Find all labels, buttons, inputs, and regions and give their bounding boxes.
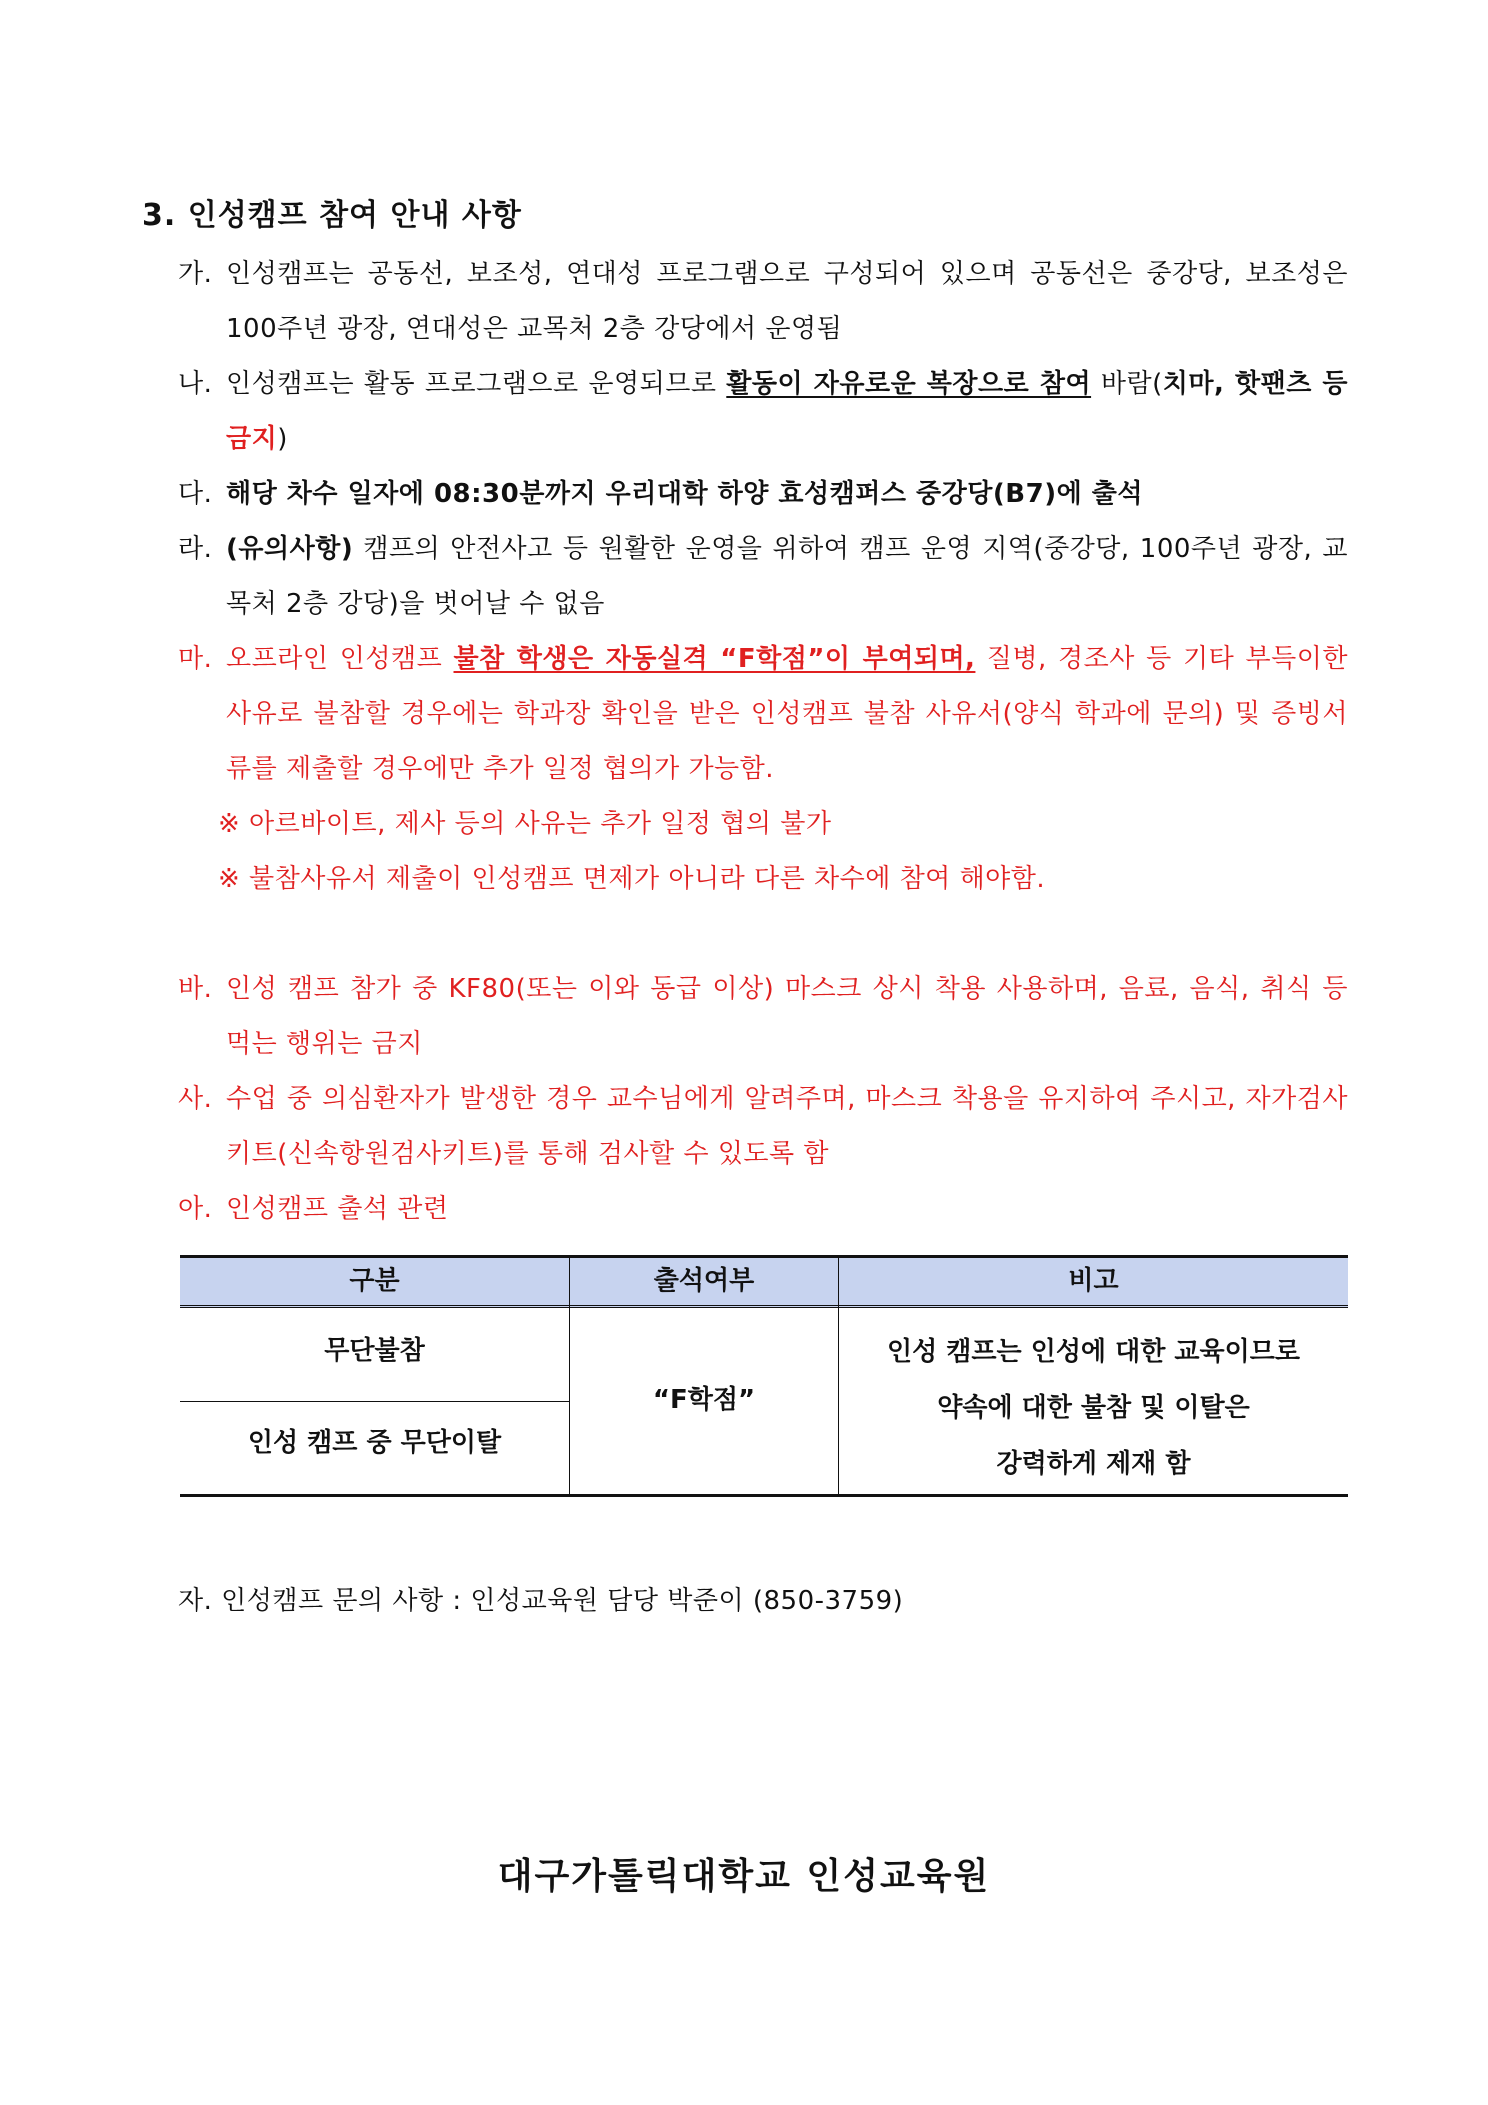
dress-code-emphasis: 활동이 자유로운 복장으로 참여: [726, 369, 1092, 399]
item-text: 인성캠프는 공동선, 보조성, 연대성 프로그램으로 구성되어 있으며 공동선은 중강당, 보조성은 100주년 광장, 연대성은 교목처 2층 강당에서 운영됨: [226, 259, 1348, 344]
item-marker: 아.: [178, 1194, 213, 1224]
row-unexcused-absence: 무단불참: [324, 1336, 425, 1366]
item-text: [226, 357, 1348, 467]
text-segment: 오프라인 인성캠프: [226, 644, 454, 674]
item-na: [178, 357, 1348, 467]
prohibited-label: 금지: [226, 424, 278, 454]
contact-info: 자. 인성캠프 문의 사항 : 인성교육원 담당 박준이 (850-3759): [178, 1586, 904, 1616]
row-divider: [180, 1401, 569, 1402]
header-remark: 비고: [1068, 1266, 1119, 1296]
item-marker: 나.: [178, 369, 213, 399]
item-marker: 마.: [178, 644, 213, 674]
remark-line: 인성 캠프는 인성에 대한 교육이므로: [887, 1337, 1300, 1367]
remark-line: 강력하게 제재 함: [996, 1449, 1191, 1479]
item-text: 인성 캠프 참가 중 KF80(또는 이와 동급 이상) 마스크 상시 착용 사용하며, 음료, 음식, 취식 등 먹는 행위는 금지: [226, 974, 1348, 1059]
remark-cell: [839, 1324, 1348, 1492]
table-header: [180, 1258, 1348, 1308]
item-sa: [178, 1072, 1348, 1182]
item-ga: [178, 247, 1348, 357]
section-heading: 3. 인성캠프 참여 안내 사항: [142, 198, 522, 233]
remark-line: 약속에 대한 불참 및 이탈은: [937, 1393, 1250, 1423]
attendance-value: “F학점”: [652, 1385, 756, 1415]
attendance-table: [180, 1255, 1348, 1497]
item-text: 수업 중 의심환자가 발생한 경우 교수님에게 알려주며, 마스크 착용을 유지하여 주시고, 자가검사키트(신속항원검사키트)를 통해 검사할 수 있도록 함: [226, 1084, 1348, 1169]
caution-label: (유의사항): [226, 534, 354, 564]
item-da: [178, 467, 1348, 522]
text-segment: 질병, 경조사 등 기타 부득이한 사유로 불참할 경우에는 학과장 확인을 받은 인성캠프 불참 사유서(양식 학과에 문의) 및 증빙서류를 제출할 경우에만 추가 일정 협의가 가능함.: [226, 644, 1348, 784]
text-segment: 캠프의 안전사고 등 원활한 운영을 위하여 캠프 운영 지역(중강당, 100주년 광장, 교목처 2층 강당)을 벗어날 수 없음: [226, 534, 1348, 619]
column-divider: [569, 1258, 570, 1494]
item-marker: 다.: [178, 479, 213, 509]
item-text: 해당 차수 일자에 08:30분까지 우리대학 하양 효성캠퍼스 중강당(B7)에 출석: [226, 479, 1143, 509]
text-segment: ): [277, 424, 288, 454]
item-text: [226, 522, 1348, 632]
item-marker: 라.: [178, 534, 213, 564]
text-segment: 인성캠프는 활동 프로그램으로 운영되므로: [226, 369, 727, 399]
item-marker: 사.: [178, 1084, 213, 1114]
item-ra: [178, 522, 1348, 632]
fail-grade-emphasis: 불참 학생은 자동실격 “F학점”이 부여되며,: [453, 644, 976, 674]
item-text: [226, 632, 1348, 797]
item-text: 인성캠프 출석 관련: [226, 1194, 449, 1224]
item-marker: 가.: [178, 259, 213, 289]
prohibited-items: 치마, 핫팬츠 등: [1162, 369, 1349, 399]
item-marker: 바.: [178, 974, 213, 1004]
header-category: 구분: [349, 1266, 400, 1296]
text-segment: 바람(: [1091, 369, 1163, 399]
item-ba: [178, 962, 1348, 1072]
note-2: ※ 불참사유서 제출이 인성캠프 면제가 아니라 다른 차수에 참여 해야함.: [218, 864, 1046, 894]
item-a: [178, 1182, 1348, 1237]
note-1: ※ 아르바이트, 제사 등의 사유는 추가 일정 협의 불가: [218, 809, 832, 839]
organization-name: 대구가톨릭대학교 인성교육원: [497, 1856, 991, 1897]
header-attendance: 출석여부: [653, 1266, 755, 1296]
item-ma: [178, 632, 1348, 797]
row-unexcused-leave: 인성 캠프 중 무단이탈: [247, 1428, 502, 1458]
